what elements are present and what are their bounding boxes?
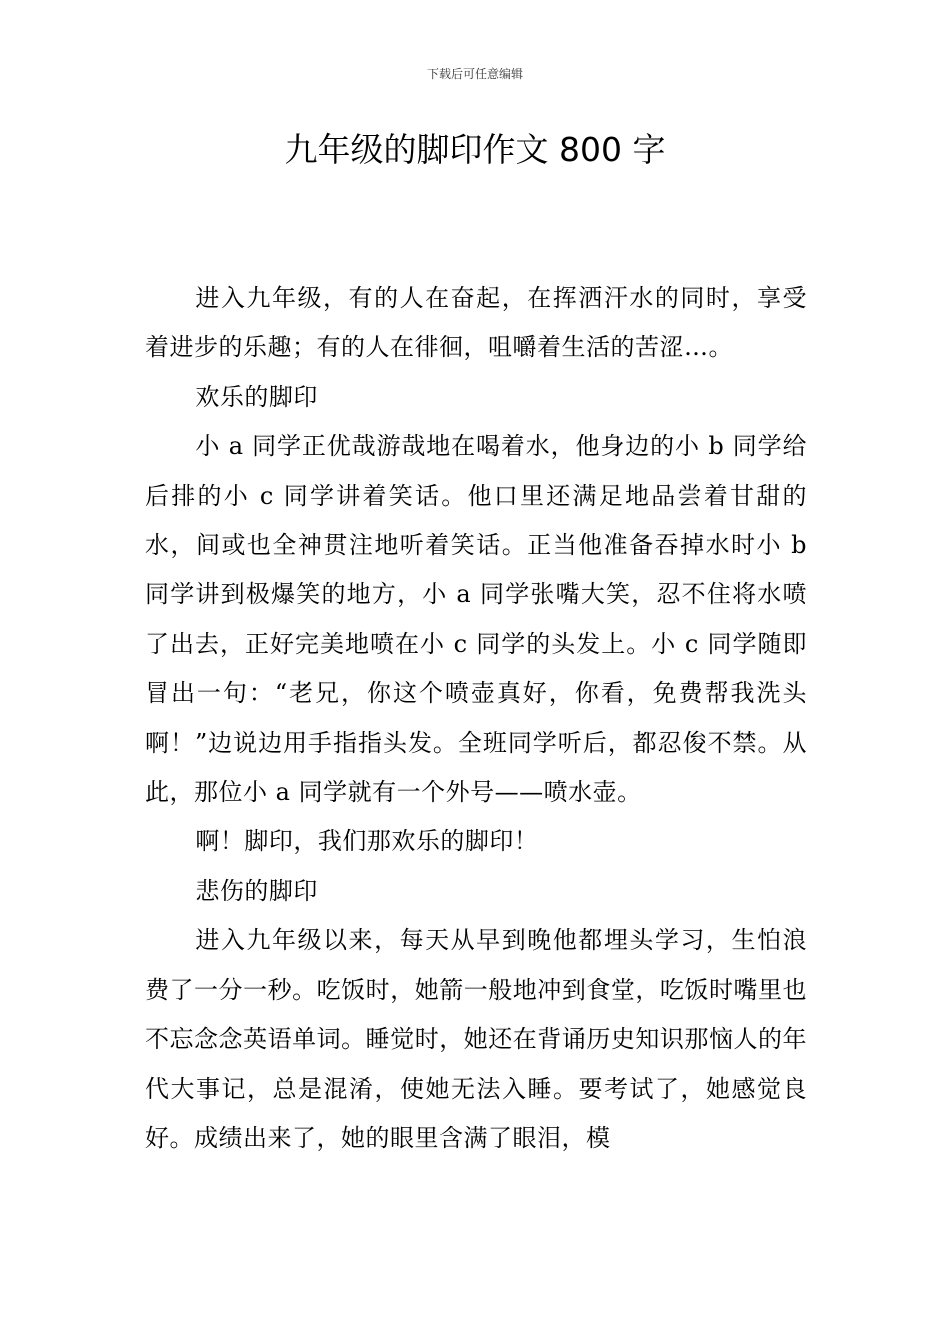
- paragraph-happy-story: 小 a 同学正优哉游哉地在喝着水，他身边的小 b 同学给后排的小 c 同学讲着笑话。他口里还满足地品尝着甘甜的水，间或也全神贯注地听着笑话。正当他准备吞掉水时小 b 同学讲到极爆笑的地方，小 a 同学张嘴大笑，忍不住将水喷了出去，正好完美地喷在小 c 同学的头发上。小 c 同学随即冒出一句：“老兄，你这个喷壶真好，你看，免费帮我洗头啊！”边说边用手指指头发。全班同学听后，都忍俊不禁。从此，那位小 a 同学就有一个外号——喷水壶。: [145, 432, 807, 807]
- paragraph-intro: 进入九年级，有的人在奋起，在挥洒汗水的同时，享受着进步的乐趣；有的人在徘徊，咀嚼着生活的苦涩…。: [145, 284, 807, 362]
- header-note: 下载后可任意编辑: [426, 67, 523, 81]
- paragraph-sad-story: 进入九年级以来，每天从早到晚他都埋头学习，生怕浪费了一分一秒。吃饭时，她箭一般地冲到食堂，吃饭时嘴里也不忘念念英语单词。睡觉时，她还在背诵历史知识那恼人的年代大事记，总是混淆，使她无法入睡。要考试了，她感觉良好。成绩出来了，她的眼里含满了眼泪，模: [145, 926, 807, 1152]
- paragraph-happy-closing: 啊！脚印，我们那欢乐的脚印！: [195, 827, 539, 856]
- section-heading-happy: 欢乐的脚印: [195, 382, 318, 411]
- document-body: [145, 274, 807, 1163]
- document-title: 九年级的脚印作文 800 字: [284, 130, 666, 169]
- section-heading-sad: 悲伤的脚印: [195, 876, 318, 905]
